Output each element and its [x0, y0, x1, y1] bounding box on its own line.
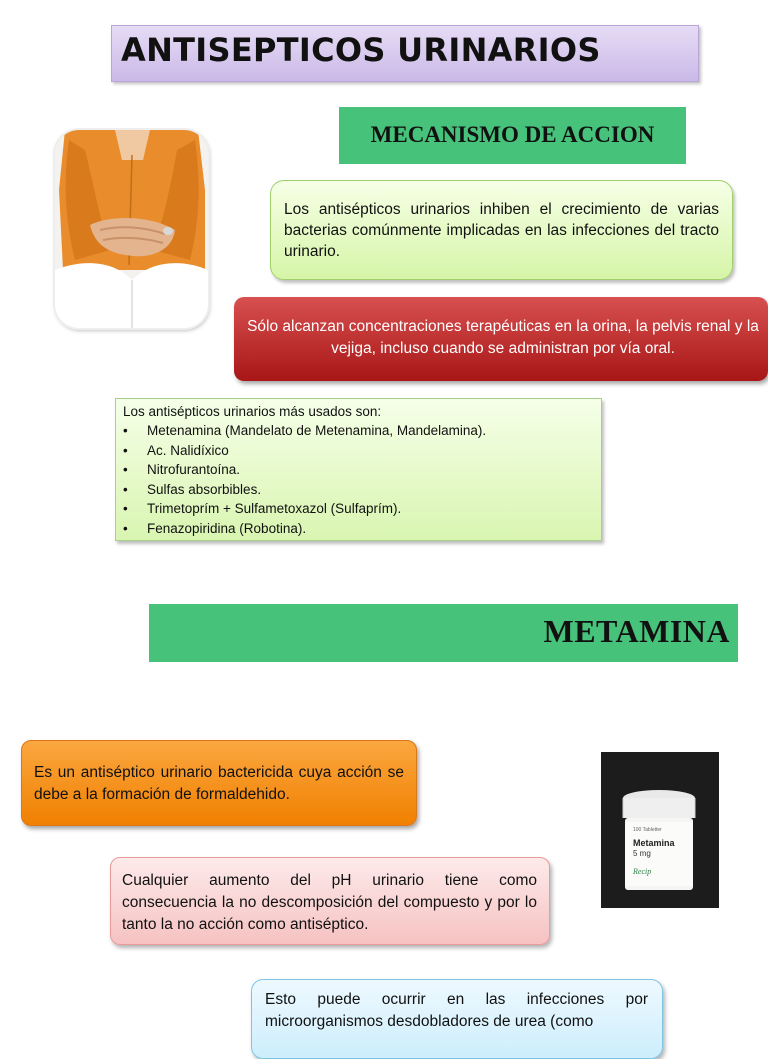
- bullet-icon: •: [123, 520, 128, 536]
- drug-list: [123, 421, 486, 538]
- bottle-name-label: Metamina: [633, 838, 675, 848]
- person-holding-abdomen-illustration: [55, 130, 208, 328]
- mechanism-heading: MECANISMO DE ACCION: [370, 122, 655, 147]
- abdominal-pain-photo: [55, 130, 208, 328]
- mechanism-description-box: [270, 180, 733, 280]
- page-title: ANTISEPTICOS URINARIOS: [121, 31, 601, 69]
- title-banner: [111, 25, 699, 82]
- bottle-brand-label: Recip: [633, 867, 652, 876]
- bullet-icon: •: [123, 423, 128, 438]
- metamina-definition-box: [21, 740, 417, 826]
- ph-note: Cualquier aumento del pH urinario tiene como consecuencia la no descomposición del compuesto y por lo tanto la no acción como antiséptico.: [122, 872, 537, 933]
- drug-list-box: [115, 398, 602, 541]
- list-item: • Trimetoprím + Sulfametoxazol (Sulfaprím).: [123, 499, 486, 519]
- drug-list-intro: Los antisépticos urinarios más usados son:: [123, 404, 382, 419]
- list-item: • Metenamina (Mandelato de Metenamina, Mandelamina).: [123, 421, 486, 441]
- bottle-count-label: 100 Tabletter: [633, 827, 662, 833]
- concentration-note: Sólo alcanzan concentraciones terapéuticas en la orina, la pelvis renal y la vejiga, incluso cuando se administran por vía oral.: [247, 318, 759, 357]
- bullet-icon: •: [123, 501, 128, 516]
- medicine-bottle-illustration: [601, 752, 719, 908]
- mechanism-description: Los antisépticos urinarios inhiben el crecimiento de varias bacterias comúnmente implicadas en las infecciones del tracto urinario.: [284, 201, 719, 260]
- list-item: • Fenazopiridina (Robotina).: [123, 519, 486, 539]
- bullet-icon: •: [123, 442, 128, 458]
- infection-note-box: [251, 979, 663, 1059]
- list-item: • Ac. Nalidíxico: [123, 441, 486, 461]
- list-item: • Sulfas absorbibles.: [123, 480, 486, 500]
- metamina-heading-banner: [149, 604, 738, 662]
- ph-note-box: [110, 857, 550, 945]
- infection-note: Esto puede ocurrir en las infecciones por microorganismos desdobladores de urea (como: [265, 991, 648, 1030]
- concentration-note-box: [234, 297, 768, 381]
- bottle-dose-label: 5 mg: [633, 849, 651, 858]
- metamina-definition: Es un antiséptico urinario bactericida cuya acción se debe a la formación de formaldehido.: [34, 764, 404, 803]
- bullet-icon: •: [123, 481, 128, 497]
- mechanism-heading-banner: [339, 107, 686, 164]
- metamina-bottle-photo: [601, 752, 719, 908]
- bullet-icon: •: [123, 462, 128, 477]
- list-item: • Nitrofurantoína.: [123, 460, 486, 480]
- metamina-heading: METAMINA: [543, 613, 730, 649]
